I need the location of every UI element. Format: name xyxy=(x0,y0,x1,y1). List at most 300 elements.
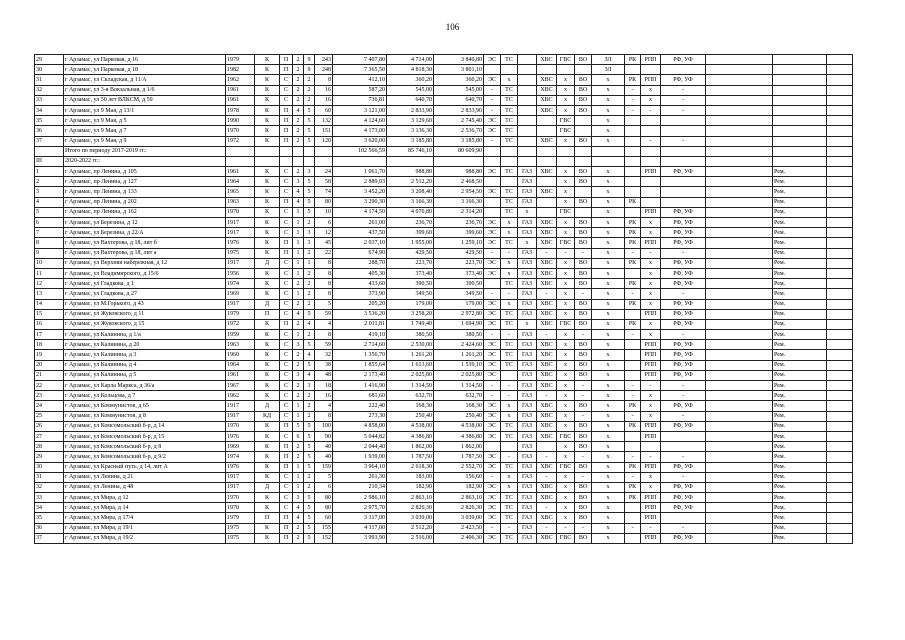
table-cell xyxy=(706,431,773,441)
table-cell: 1 061,70 xyxy=(333,167,387,177)
table-cell: х xyxy=(557,136,575,146)
table-cell xyxy=(625,340,641,350)
table-cell xyxy=(706,472,773,482)
table-cell: х xyxy=(641,279,661,289)
table-row xyxy=(35,55,853,65)
table-cell: г Арзамас, ул Гладкова, д 1 xyxy=(64,279,226,289)
table-cell: ВО xyxy=(575,493,592,503)
table-cell: РПП xyxy=(641,350,661,360)
table-cell xyxy=(773,136,827,146)
table-cell: - xyxy=(537,523,557,533)
table-cell: ХВС xyxy=(537,381,557,391)
table-cell: П xyxy=(280,136,293,146)
table-cell: х xyxy=(557,391,575,401)
table-cell: ВО xyxy=(575,105,592,115)
table-cell: РПП xyxy=(641,340,661,350)
table-cell: П xyxy=(255,513,280,523)
table-cell: К xyxy=(255,431,280,441)
table-cell: РК xyxy=(625,279,641,289)
table-cell: 1917 xyxy=(226,482,255,492)
table-cell: 6 xyxy=(293,431,304,441)
table-cell xyxy=(641,146,661,156)
table-cell: К xyxy=(255,218,280,228)
table-cell xyxy=(625,136,641,146)
table-cell: 1961 xyxy=(226,95,255,105)
table-cell: ХВС xyxy=(537,95,557,105)
table-cell: 205,20 xyxy=(333,299,387,309)
table-cell: ЭС xyxy=(484,187,501,197)
table-cell: ВО xyxy=(575,258,592,268)
table-cell: 1961 xyxy=(226,85,255,95)
table-cell: 5 xyxy=(304,442,315,452)
table-cell: РК xyxy=(625,197,641,207)
table-cell: ВО xyxy=(575,482,592,492)
table-cell: 2 986,10 xyxy=(333,493,387,503)
table-cell: х xyxy=(592,218,625,228)
table-cell: 4 xyxy=(293,309,304,319)
table-cell xyxy=(827,482,853,492)
table-cell: ЭС xyxy=(484,462,501,472)
table-cell: ХВС xyxy=(537,462,557,472)
table-cell: х xyxy=(641,330,661,340)
table-cell: - xyxy=(484,330,501,340)
table-cell: 2 xyxy=(293,360,304,370)
table-cell xyxy=(661,156,706,166)
table-cell: К xyxy=(255,167,280,177)
table-cell: РК xyxy=(625,421,641,431)
table-row xyxy=(35,350,853,360)
table-cell: г Арзамас, ул Мира, д 19/2 xyxy=(64,533,226,543)
table-cell: 1970 xyxy=(226,207,255,217)
table-cell xyxy=(827,75,853,85)
table-cell: 2 xyxy=(304,391,315,401)
table-cell xyxy=(706,309,773,319)
table-cell: х xyxy=(557,177,575,187)
table-cell: 9 xyxy=(304,55,315,65)
table-cell: г Арзамас, ул Мира, д 12 xyxy=(64,493,226,503)
table-row xyxy=(35,370,853,380)
table-cell: х xyxy=(518,238,537,248)
table-cell: 15 xyxy=(35,309,64,319)
table-cell xyxy=(827,105,853,115)
table-cell: 5 xyxy=(304,340,315,350)
table-cell: х xyxy=(592,289,625,299)
table-cell: 373,40 xyxy=(387,268,434,278)
table-row xyxy=(35,360,853,370)
table-cell: 1974 xyxy=(226,452,255,462)
table-cell: 32 xyxy=(35,85,64,95)
table-cell: ХВС xyxy=(537,238,557,248)
table-cell xyxy=(537,146,557,156)
table-cell: 1 xyxy=(293,330,304,340)
table-cell: 5 xyxy=(304,360,315,370)
table-cell: - xyxy=(557,523,575,533)
table-cell xyxy=(661,513,706,523)
table-cell: г Арзамас, ул Парковая, д 16 xyxy=(64,55,226,65)
table-cell: 1964 xyxy=(226,360,255,370)
table-cell: КД xyxy=(255,411,280,421)
table-cell: 5 xyxy=(304,523,315,533)
table-cell: ТС xyxy=(501,238,518,248)
table-cell: 1 787,50 xyxy=(387,452,434,462)
table-cell: ГАЗ xyxy=(518,258,537,268)
table-cell: 1 314,50 xyxy=(387,381,434,391)
table-cell: С xyxy=(280,401,293,411)
table-cell: К xyxy=(255,289,280,299)
table-cell: 1 xyxy=(293,238,304,248)
table-cell: 2 xyxy=(293,65,304,75)
table-cell: х xyxy=(592,238,625,248)
table-cell: 1917 xyxy=(226,218,255,228)
table-cell: ГВС xyxy=(557,533,575,543)
table-cell: 3 620,00 xyxy=(333,136,387,146)
table-row xyxy=(35,299,853,309)
table-cell: ВО xyxy=(575,177,592,187)
table-cell: х xyxy=(557,493,575,503)
table-cell: 5 xyxy=(35,207,64,217)
table-row xyxy=(35,238,853,248)
table-cell: 156,60 xyxy=(434,472,484,482)
table-cell: х xyxy=(557,360,575,370)
table-cell: г Арзамас, ул Жуковского, д 15 xyxy=(64,319,226,329)
table-cell: - xyxy=(625,85,641,95)
table-cell: - xyxy=(625,289,641,299)
table-cell: С xyxy=(280,299,293,309)
table-cell: П xyxy=(280,126,293,136)
table-cell: 1 261,20 xyxy=(387,350,434,360)
table-cell: ТС xyxy=(501,197,518,207)
table-cell: РФ, УФ xyxy=(661,268,706,278)
table-cell: 2 xyxy=(304,85,315,95)
table-cell: х xyxy=(592,279,625,289)
table-cell: 4 xyxy=(304,370,315,380)
table-cell: ВО xyxy=(575,421,592,431)
table-cell: ГАЗ xyxy=(518,330,537,340)
table-cell: 16 xyxy=(315,391,333,401)
table-row xyxy=(35,105,853,115)
table-cell: Рем. xyxy=(773,513,827,523)
table-cell: С xyxy=(280,177,293,187)
table-cell xyxy=(706,299,773,309)
table-cell: 2 424,60 xyxy=(434,340,484,350)
table-cell: 40 xyxy=(315,452,333,462)
table-cell xyxy=(706,85,773,95)
table-cell xyxy=(625,350,641,360)
table-cell: 1 xyxy=(293,462,304,472)
table-cell: г Арзамас, ул Калинина, д 4 xyxy=(64,360,226,370)
table-cell: 1972 xyxy=(226,136,255,146)
table-cell xyxy=(501,370,518,380)
table-cell: 3 xyxy=(304,238,315,248)
table-cell xyxy=(35,146,64,156)
table-cell: ВО xyxy=(575,95,592,105)
table-cell: 1976 xyxy=(226,431,255,441)
table-cell: К xyxy=(255,533,280,543)
table-cell: - xyxy=(625,105,641,115)
table-cell: 2 954,50 xyxy=(434,187,484,197)
table-cell: Рем. xyxy=(773,268,827,278)
table-cell: г Арзамас, ул Складская, д 11/А xyxy=(64,75,226,85)
table-cell xyxy=(518,95,537,105)
table-cell: - xyxy=(537,472,557,482)
table-cell: К xyxy=(255,340,280,350)
table-cell: х xyxy=(557,75,575,85)
table-cell: К xyxy=(255,360,280,370)
table-cell: К xyxy=(255,105,280,115)
table-cell: 1 939,00 xyxy=(333,452,387,462)
table-cell: 2 745,40 xyxy=(434,116,484,126)
table-cell: х xyxy=(557,330,575,340)
table-cell: 80 609,90 xyxy=(434,146,484,156)
table-cell: - xyxy=(661,472,706,482)
table-cell: 1961 xyxy=(226,167,255,177)
table-cell: Рем. xyxy=(773,218,827,228)
table-cell: 2 516,00 xyxy=(387,533,434,543)
table-cell: III xyxy=(35,156,64,166)
table-cell: г Арзамас, ул Коммунистов, д 8 xyxy=(64,411,226,421)
table-cell xyxy=(484,442,501,452)
table-cell: ЭС xyxy=(484,218,501,228)
table-cell: г Арзамас, ул Березина, д 22/А xyxy=(64,228,226,238)
table-cell: 3 039,00 xyxy=(434,513,484,523)
table-cell: ЭС xyxy=(484,421,501,431)
table-cell: 159 xyxy=(315,462,333,472)
table-cell: ГАЗ xyxy=(518,177,537,187)
table-cell: 2 xyxy=(293,167,304,177)
table-cell: г Арзамас, ул 9 Мая, д 5 xyxy=(64,116,226,126)
table-cell: г Арзамас, ул Карла Маркса, д 36/а xyxy=(64,381,226,391)
table-cell: ТС xyxy=(501,350,518,360)
table-cell: 2 972,80 xyxy=(434,309,484,319)
table-cell: РФ, УФ xyxy=(661,309,706,319)
table-cell: РФ, УФ xyxy=(661,350,706,360)
table-cell xyxy=(518,105,537,115)
table-cell: ЭС xyxy=(484,319,501,329)
table-cell: х xyxy=(592,85,625,95)
table-cell: 640,70 xyxy=(434,95,484,105)
table-cell: 250,40 xyxy=(387,411,434,421)
table-cell: 2 xyxy=(293,116,304,126)
table-cell: х xyxy=(592,268,625,278)
table-cell: 437,50 xyxy=(333,228,387,238)
table-cell: ВО xyxy=(575,360,592,370)
table-cell: 7 xyxy=(35,228,64,238)
table-cell: ХВС xyxy=(537,319,557,329)
table-cell xyxy=(518,146,537,156)
table-cell xyxy=(773,85,827,95)
table-cell: - xyxy=(501,391,518,401)
table-cell: ЭС xyxy=(484,116,501,126)
table-cell: 2 011,81 xyxy=(333,319,387,329)
table-cell xyxy=(827,330,853,340)
table-cell xyxy=(625,177,641,187)
table-cell: х xyxy=(592,503,625,513)
table-cell: - xyxy=(661,381,706,391)
table-cell: 4 xyxy=(293,105,304,115)
table-cell: - xyxy=(557,248,575,258)
table-cell: 2 xyxy=(304,75,315,85)
table-cell: - xyxy=(625,452,641,462)
table-cell xyxy=(537,126,557,136)
table-cell: 8 xyxy=(315,268,333,278)
table-cell: г Арзамас, ул Гладкова, д 27 xyxy=(64,289,226,299)
table-cell: х xyxy=(592,360,625,370)
table-cell: х xyxy=(518,319,537,329)
table-cell: 4 xyxy=(315,319,333,329)
table-cell: - xyxy=(537,330,557,340)
table-cell: С xyxy=(280,360,293,370)
table-cell: 1917 xyxy=(226,472,255,482)
table-cell: 4 xyxy=(304,350,315,360)
table-cell: 8 xyxy=(315,411,333,421)
table-cell: х xyxy=(501,218,518,228)
table-cell: - xyxy=(484,472,501,482)
table-cell: РФ, УФ xyxy=(661,299,706,309)
table-cell: 12 xyxy=(315,228,333,238)
table-cell: - xyxy=(661,248,706,258)
table-cell: 4 174,50 xyxy=(333,207,387,217)
table-cell: 34 xyxy=(35,105,64,115)
table-cell: 1 xyxy=(293,207,304,217)
table-cell: П xyxy=(280,513,293,523)
table-cell: Рем. xyxy=(773,360,827,370)
table-cell xyxy=(625,431,641,441)
table-cell: ВО xyxy=(575,401,592,411)
table-cell: К xyxy=(255,442,280,452)
table-cell xyxy=(706,177,773,187)
table-cell: Рем. xyxy=(773,523,827,533)
table-cell: С xyxy=(280,350,293,360)
table-cell: 168,30 xyxy=(434,401,484,411)
table-cell: 5 xyxy=(304,533,315,543)
table-cell xyxy=(641,197,661,207)
table-cell xyxy=(661,442,706,452)
table-cell: ЗЛ xyxy=(592,55,625,65)
table-cell xyxy=(773,75,827,85)
table-cell xyxy=(625,156,641,166)
table-cell: х xyxy=(641,391,661,401)
table-cell: РФ, УФ xyxy=(661,238,706,248)
table-cell: 988,80 xyxy=(387,167,434,177)
table-cell: 4 xyxy=(293,503,304,513)
table-cell xyxy=(827,238,853,248)
table-cell xyxy=(827,146,853,156)
table-cell: х xyxy=(592,309,625,319)
table-cell: 1 xyxy=(293,472,304,482)
table-cell: ГВС xyxy=(557,431,575,441)
table-cell: П xyxy=(280,533,293,543)
table-cell xyxy=(773,116,827,126)
table-cell: РПП xyxy=(641,493,661,503)
table-cell: К xyxy=(255,421,280,431)
table-cell: х xyxy=(641,319,661,329)
table-cell: 6 xyxy=(315,218,333,228)
table-cell xyxy=(827,248,853,258)
table-cell: - xyxy=(484,105,501,115)
housing-table xyxy=(34,54,853,544)
table-cell: ГАЗ xyxy=(518,268,537,278)
table-cell: ЭС xyxy=(484,258,501,268)
table-cell: г Арзамас, ул Жуковского, д 11 xyxy=(64,309,226,319)
table-cell: 26 xyxy=(35,421,64,431)
table-cell xyxy=(706,462,773,472)
table-cell: х xyxy=(592,472,625,482)
table-cell: С xyxy=(280,493,293,503)
table-cell xyxy=(484,146,501,156)
table-cell: г Арзамас, ул Красный путь, д 14, лит А xyxy=(64,462,226,472)
table-cell: х xyxy=(557,85,575,95)
table-cell xyxy=(333,156,387,166)
table-cell: 48 xyxy=(315,370,333,380)
table-cell: 380,50 xyxy=(434,330,484,340)
table-cell: - xyxy=(641,105,661,115)
table-cell: С xyxy=(280,258,293,268)
table-cell: г Арзамас, ул Комсомольский б-р, д 8 xyxy=(64,442,226,452)
table-cell: ХВС xyxy=(537,55,557,65)
table-cell: 1917 xyxy=(226,411,255,421)
table-cell: Рем. xyxy=(773,493,827,503)
table-cell: х xyxy=(641,258,661,268)
table-cell xyxy=(827,95,853,105)
table-cell: Рем. xyxy=(773,391,827,401)
table-row xyxy=(35,279,853,289)
table-cell: 1 xyxy=(293,228,304,238)
table-row xyxy=(35,513,853,523)
table-cell: ТС xyxy=(501,116,518,126)
table-row xyxy=(35,421,853,431)
table-cell: г Арзамас, ул Коммунистов, д 65 xyxy=(64,401,226,411)
table-cell: х xyxy=(592,431,625,441)
table-cell: К xyxy=(255,228,280,238)
table-cell: ВО xyxy=(575,533,592,543)
table-cell: РФ, УФ xyxy=(661,258,706,268)
table-cell: П xyxy=(280,452,293,462)
table-cell: 1 749,40 xyxy=(387,319,434,329)
table-cell: 21 xyxy=(35,370,64,380)
table-cell xyxy=(557,65,575,75)
table-cell: ГАЗ xyxy=(518,360,537,370)
table-cell xyxy=(706,513,773,523)
table-cell: 2 512,20 xyxy=(387,177,434,187)
table-cell: РПП xyxy=(641,503,661,513)
table-cell: г Арзамас, ул 50 лет ВЛКСМ, д 59 xyxy=(64,95,226,105)
table-cell: 1 855,64 xyxy=(333,360,387,370)
table-row xyxy=(35,248,853,258)
table-cell: 2 xyxy=(304,472,315,482)
table-cell: - xyxy=(501,523,518,533)
table-cell: С xyxy=(280,218,293,228)
table-cell: г Арзамас, пр Ленина, д 133 xyxy=(64,187,226,197)
table-cell: 35 xyxy=(35,513,64,523)
table-cell: К xyxy=(255,319,280,329)
table-cell: 30 xyxy=(35,65,64,75)
table-cell: 2 552,70 xyxy=(434,462,484,472)
table-cell: 24 xyxy=(35,401,64,411)
table-cell xyxy=(518,126,537,136)
table-cell: К xyxy=(255,75,280,85)
table-cell: 1969 xyxy=(226,442,255,452)
table-cell xyxy=(827,207,853,217)
table-cell: 2 xyxy=(293,95,304,105)
table-cell: 632,70 xyxy=(434,391,484,401)
table-cell: К xyxy=(255,503,280,513)
table-cell: 2 xyxy=(35,177,64,187)
table-cell: 32 xyxy=(315,350,333,360)
table-row xyxy=(35,268,853,278)
table-cell: ЭС xyxy=(484,350,501,360)
table-cell: 58 xyxy=(315,177,333,187)
table-cell xyxy=(280,156,293,166)
